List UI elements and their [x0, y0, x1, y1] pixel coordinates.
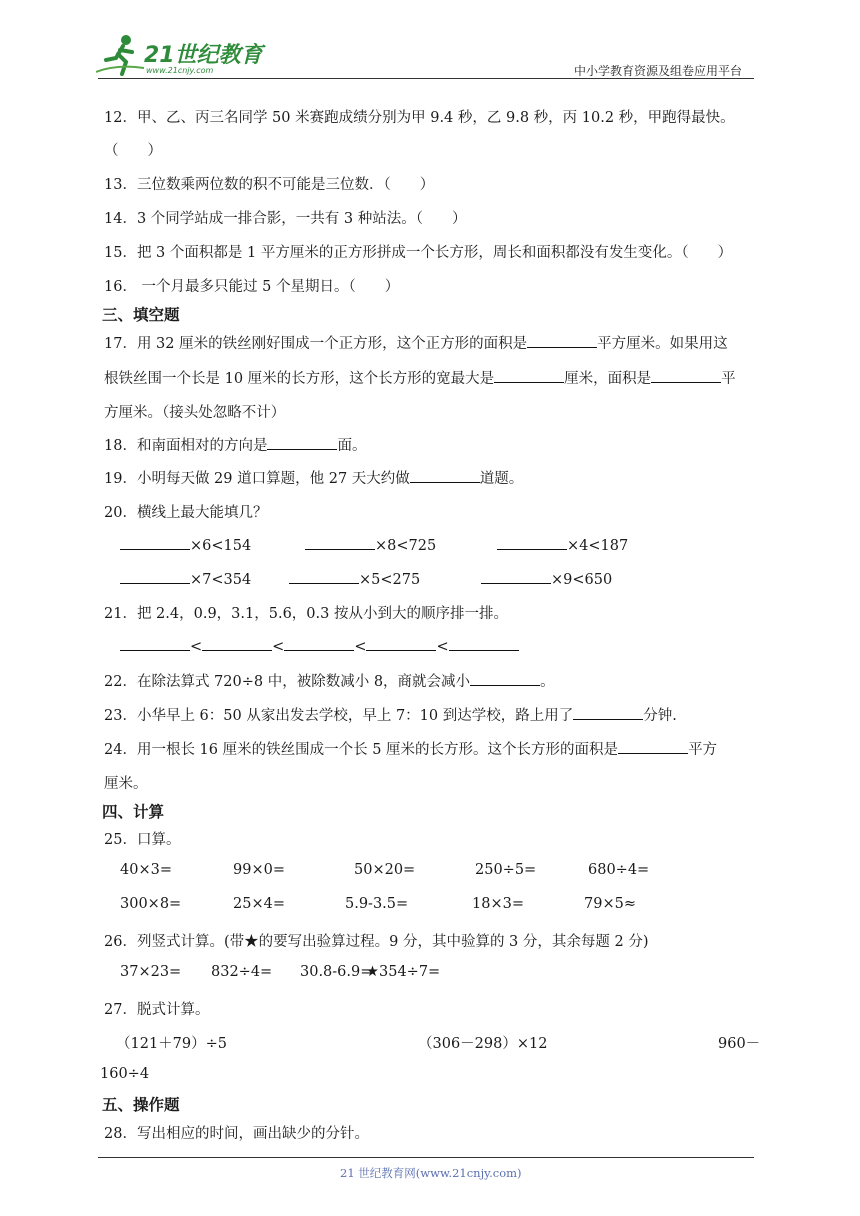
less-than-sign: <: [272, 639, 285, 655]
answer-blank[interactable]: [289, 569, 359, 584]
inequality-text: ×5<275: [359, 572, 421, 588]
question-14: 14．3 个同学站成一排合影，一共有 3 种站法。（ ）: [104, 211, 467, 227]
vertical-calc-item-star: ★354÷7=: [366, 964, 441, 980]
question-16: 16． 一个月最多只能过 5 个星期日。（ ）: [104, 279, 400, 295]
question-17-text-a: 17．用 32 厘米的铁丝刚好围成一个正方形，这个正方形的面积是: [104, 336, 528, 352]
answer-blank[interactable]: [494, 368, 564, 383]
runner-logo-icon: [96, 34, 148, 76]
mental-calc-item: 5.9-3.5=: [345, 896, 409, 912]
section-5-heading: 五、操作题: [102, 1096, 180, 1114]
logo: [96, 34, 266, 78]
vertical-calc-item: 832÷4=: [211, 964, 273, 980]
question-27-title: 27．脱式计算。: [104, 1002, 210, 1018]
question-24-line1: [104, 738, 717, 759]
answer-blank[interactable]: [120, 636, 190, 651]
answer-blank[interactable]: [527, 333, 597, 348]
question-18-suffix: 面。: [337, 438, 367, 454]
less-than-sign: <: [436, 639, 449, 655]
inequality-text: ×8<725: [375, 538, 437, 554]
inequality-item: [289, 569, 420, 588]
mental-calc-item: 680÷4=: [588, 862, 650, 878]
question-17-text-e: 平: [721, 371, 736, 387]
mental-calc-item: 79×5≈: [584, 896, 636, 912]
less-than-sign: <: [190, 639, 203, 655]
question-22: [104, 670, 555, 691]
answer-blank[interactable]: [573, 705, 643, 720]
answer-blank[interactable]: [410, 468, 480, 483]
question-19: [104, 467, 523, 488]
question-17-text-c: 根铁丝围一个长是 10 厘米的长方形，这个长方形的宽最大是: [104, 371, 495, 387]
mental-calc-item: 18×3=: [472, 896, 524, 912]
logo-text: 21世纪教育: [144, 43, 263, 68]
question-18-text: 18．和南面相对的方向是: [104, 438, 268, 454]
answer-blank[interactable]: [618, 739, 688, 754]
inequality-item: [120, 569, 251, 588]
inequality-item: [305, 535, 436, 554]
question-23: [104, 704, 677, 725]
ordering-blanks: [120, 636, 519, 655]
mental-calc-item: 250÷5=: [475, 862, 537, 878]
inequality-item: [481, 569, 612, 588]
header-divider: [98, 78, 754, 79]
inequality-item: [120, 535, 251, 554]
inequality-text: ×6<154: [190, 538, 252, 554]
question-17-text-d: 厘米，面积是: [564, 371, 652, 387]
inequality-text: ×4<187: [567, 538, 629, 554]
answer-blank[interactable]: [305, 535, 375, 550]
question-22-text: 22．在除法算式 720÷8 中，被除数减小 8，商就会减小: [104, 674, 471, 690]
question-12-line1: 12．甲、乙、丙三名同学 50 米赛跑成绩分别为甲 9.4 秒，乙 9.8 秒，丙 10.2 秒，甲跑得最快。: [104, 110, 735, 126]
question-28: 28．写出相应的时间，画出缺少的分针。: [104, 1126, 369, 1142]
answer-blank[interactable]: [202, 636, 272, 651]
section-3-heading: 三、填空题: [102, 306, 180, 324]
question-24-line2: 厘米。: [104, 776, 148, 792]
question-19-text: 19．小明每天做 29 道口算题，他 27 天大约做: [104, 471, 410, 487]
footer-link[interactable]: 21 世纪教育网(www.21cnjy.com): [340, 1166, 522, 1180]
question-12-line2: （ ）: [104, 143, 162, 159]
vertical-calc-item: 30.8-6.9=: [300, 964, 373, 980]
question-17-text-b: 平方厘米。如果用这: [597, 336, 728, 352]
less-than-sign: <: [354, 639, 367, 655]
answer-blank[interactable]: [470, 671, 540, 686]
question-17-line2: [104, 367, 736, 388]
step-calc-item: 960－: [718, 1036, 761, 1052]
question-20-title: 20．横线上最大能填几？: [104, 505, 268, 521]
question-26-title: 26．列竖式计算。(带★的要写出验算过程。9 分，其中验算的 3 分，其余每题 2 分): [104, 934, 649, 950]
vertical-calc-item: 37×23=: [120, 964, 182, 980]
question-18: [104, 434, 366, 455]
mental-calc-item: 40×3=: [120, 862, 172, 878]
question-13: 13．三位数乘两位数的积不可能是三位数．（ ）: [104, 177, 435, 193]
step-calc-item: （121＋79）÷5: [116, 1036, 228, 1052]
question-17-line1: [104, 332, 728, 353]
footer-divider: [98, 1157, 754, 1158]
question-25-title: 25．口算。: [104, 832, 181, 848]
question-23-suffix: 分钟.: [643, 708, 677, 724]
answer-blank[interactable]: [449, 636, 519, 651]
answer-blank[interactable]: [497, 535, 567, 550]
section-4-heading: 四、计算: [102, 803, 165, 821]
answer-blank[interactable]: [120, 569, 190, 584]
mental-calc-item: 50×20=: [354, 862, 416, 878]
answer-blank[interactable]: [267, 435, 337, 450]
question-24-suffix: 平方: [688, 742, 718, 758]
inequality-text: ×9<650: [551, 572, 613, 588]
step-calc-item: （306－298）×12: [418, 1036, 548, 1052]
question-15: 15．把 3 个面积都是 1 平方厘米的正方形拼成一个长方形，周长和面积都没有发生变化。（ ）: [104, 245, 733, 261]
answer-blank[interactable]: [284, 636, 354, 651]
question-22-suffix: 。: [540, 674, 555, 690]
answer-blank[interactable]: [366, 636, 436, 651]
platform-name: 中小学教育资源及组卷应用平台: [574, 64, 743, 78]
question-17-line3: 方厘米。（接头处忽略不计）: [104, 405, 286, 421]
inequality-text: ×7<354: [190, 572, 252, 588]
question-21-title: 21．把 2.4，0.9，3.1，5.6，0.3 按从小到大的顺序排一排。: [104, 606, 508, 622]
mental-calc-item: 99×0=: [233, 862, 285, 878]
question-19-suffix: 道题。: [479, 471, 524, 487]
question-24-text: 24．用一根长 16 厘米的铁丝围成一个长 5 厘米的长方形。这个长方形的面积是: [104, 742, 619, 758]
answer-blank[interactable]: [120, 535, 190, 550]
inequality-item: [497, 535, 628, 554]
answer-blank[interactable]: [651, 368, 721, 383]
mental-calc-item: 25×4=: [233, 896, 285, 912]
answer-blank[interactable]: [481, 569, 551, 584]
mental-calc-item: 300×8=: [120, 896, 182, 912]
step-calc-item-cont: 160÷4: [100, 1066, 150, 1082]
logo-url: www.21cnjy.com: [146, 66, 214, 75]
question-23-text: 23．小华早上 6：50 从家出发去学校，早上 7：10 到达学校，路上用了: [104, 708, 574, 724]
